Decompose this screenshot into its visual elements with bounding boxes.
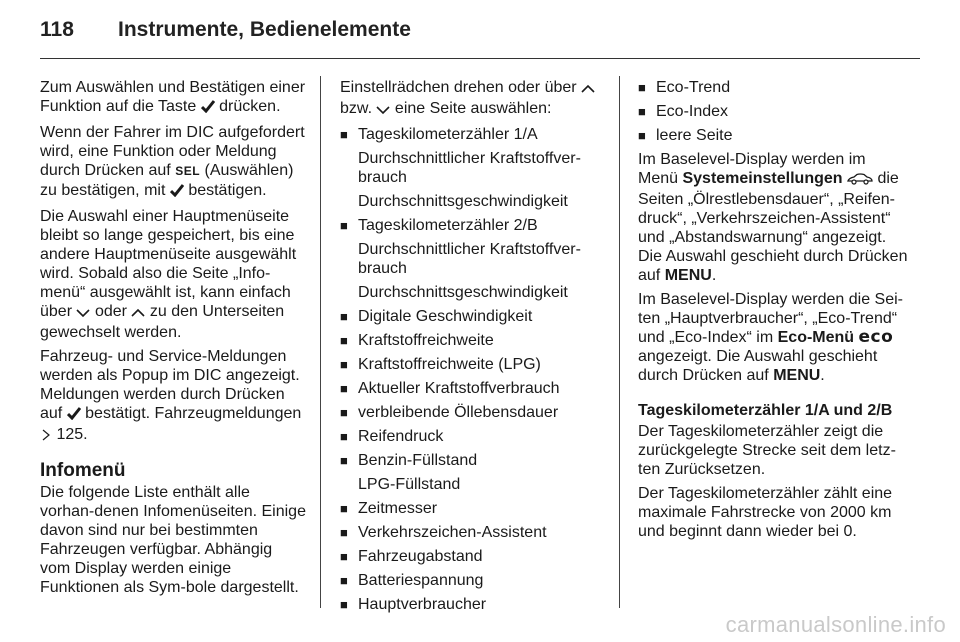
page-header — [40, 18, 920, 42]
menu-systemeinstellungen: Systemeinstellungen — [682, 170, 843, 187]
list-item: ■ Digitale Geschwindigkeit — [340, 308, 533, 325]
paragraph-select-page: Einstellrädchen drehen oder über bzw. eine Seite auswählen: — [340, 78, 606, 120]
reference-arrow-icon — [40, 427, 52, 446]
paragraph-vehicle-messages: Fahrzeug- und Service-Meldungen werden als Popup im DIC angezeigt. Meldungen werden durch Drücken auf bestätigt. Fahrzeugmeldungen 125. — [40, 347, 306, 446]
paragraph-trip-odometer-1: Der Tageskilometerzähler zeigt die zurückgelegte Strecke seit dem letz-ten Zurücksetzen. — [638, 423, 896, 478]
bullet-icon: ■ — [340, 525, 348, 540]
paragraph-infomenue-intro: Die folgende Liste enthält alle vorhan-denen Infomenüseiten. Einige davon sind nur bei bestimmten Fahrzeugen verfügbar. Abhängig vom Display werden einige Funktionen als Sym-bole dargestellt. — [40, 484, 306, 596]
bullet-icon: ■ — [638, 104, 646, 119]
sel-button-label: SEL — [175, 164, 201, 178]
bullet-icon: ■ — [340, 573, 348, 588]
list-subitem: Durchschnittlicher Kraftstoffver-brauch — [358, 241, 581, 277]
list-subitem: LPG-Füllstand — [358, 476, 461, 493]
bullet-icon: ■ — [340, 333, 348, 348]
bullet-icon: ■ — [340, 309, 348, 324]
menu-button-label: MENU — [773, 367, 821, 384]
list-item: ■ Tageskilometerzähler 2/B — [340, 217, 538, 234]
list-item: ■ Benzin-Füllstand — [340, 452, 478, 469]
list-subitem: Durchschnittsgeschwindigkeit — [358, 193, 568, 210]
bullet-icon: ■ — [340, 357, 348, 372]
list-item: ■ Verkehrszeichen-Assistent — [340, 524, 547, 541]
column-divider-1 — [320, 76, 321, 608]
column-1 — [40, 78, 306, 602]
eco-menu-label: Eco-Menü — [777, 329, 855, 346]
list-item: ■ Batteriespannung — [340, 572, 484, 589]
bullet-icon: ■ — [340, 549, 348, 564]
car-icon — [847, 171, 873, 190]
bullet-icon: ■ — [340, 501, 348, 516]
list-item: ■ verbleibende Öllebensdauer — [340, 404, 559, 421]
paragraph-baselevel-settings: Im Baselevel-Display werden im Menü Systemeinstellungen die Seiten „Ölrestlebensdauer“, „Reifen-druck“, „Verkehrszeichen-Assistent“ und „Abstandswarnung“ angezeigt. Die Auswahl geschieht durch Drücken auf MENU. — [638, 151, 908, 284]
eco-icon: eco — [858, 327, 894, 347]
list-item: ■ Eco-Index — [638, 103, 729, 120]
bullet-icon: ■ — [340, 405, 348, 420]
bullet-icon: ■ — [340, 218, 348, 233]
list-item: ■ Hauptverbraucher — [340, 596, 487, 613]
paragraph-dic-prompt: Wenn der Fahrer im DIC aufgefordert wird, eine Funktion oder Meldung durch Drücken auf SEL (Auswählen) zu bestätigen, mit bestätigen. — [40, 123, 306, 202]
list-item: ■ Eco-Trend — [638, 79, 731, 96]
list-subitem: Durchschnittsgeschwindigkeit — [358, 284, 568, 301]
bullet-icon: ■ — [340, 429, 348, 444]
bullet-icon: ■ — [638, 128, 646, 143]
menu-button-label: MENU — [664, 267, 712, 284]
watermark: carmanualsonline.info — [725, 612, 946, 637]
section-heading-trip-odometer: Tageskilometerzähler 1/A und 2/B — [638, 402, 893, 419]
paragraph-baselevel-eco: Im Baselevel-Display werden die Sei-ten „Hauptverbraucher“, „Eco-Trend“ und „Eco-Index“ im Eco-Menü eco angezeigt. Die Auswahl geschieht durch Drücken auf MENU. — [638, 291, 903, 384]
chevron-down-icon — [76, 304, 90, 323]
bullet-icon: ■ — [638, 80, 646, 95]
chevron-up-icon — [581, 80, 595, 99]
bullet-icon: ■ — [340, 381, 348, 396]
checkmark-icon — [67, 406, 81, 425]
bullet-icon: ■ — [340, 597, 348, 612]
page-number: 118 — [40, 18, 74, 41]
list-item: ■ Kraftstoffreichweite (LPG) — [340, 356, 541, 373]
list-item: ■ Zeitmesser — [340, 500, 438, 517]
chevron-down-icon — [376, 101, 390, 120]
checkmark-icon — [201, 99, 215, 118]
chevron-up-icon — [131, 304, 145, 323]
bullet-icon: ■ — [340, 127, 348, 142]
list-item: ■ Fahrzeugabstand — [340, 548, 483, 565]
bullet-icon: ■ — [340, 453, 348, 468]
page-reference-link[interactable]: 125. — [56, 426, 88, 443]
page-title: Instrumente, Bedienelemente — [118, 18, 411, 41]
paragraph-main-menu: Die Auswahl einer Hauptmenüseite bleibt so lange gespeichert, bis eine andere Hauptmenüseite ausgewählt wird. Sobald also die Seite „Info-menü“ ausgewählt ist, kann einfach über oder zu den Unterseiten gewechselt werden. — [40, 208, 297, 341]
list-item: ■ Reifendruck — [340, 428, 444, 445]
list-item: ■ leere Seite — [638, 127, 733, 144]
section-heading-infomenue: Infomenü — [40, 460, 126, 481]
paragraph-select-confirm: Zum Auswählen und Bestätigen einer Funktion auf die Taste drücken. — [40, 78, 306, 118]
checkmark-icon — [170, 183, 184, 202]
column-divider-2 — [619, 76, 620, 608]
paragraph-trip-odometer-2: Der Tageskilometerzähler zählt eine maximale Fahrstrecke von 2000 km und beginnt dann wieder bei 0. — [638, 485, 893, 540]
list-item: ■ Aktueller Kraftstoffverbrauch — [340, 380, 560, 397]
list-item: ■ Kraftstoffreichweite — [340, 332, 494, 349]
column-2 — [340, 78, 606, 619]
list-item: ■ Tageskilometerzähler 1/A — [340, 126, 538, 143]
list-subitem: Durchschnittlicher Kraftstoffver-brauch — [358, 150, 581, 186]
header-rule — [40, 58, 920, 59]
column-3 — [638, 78, 908, 546]
